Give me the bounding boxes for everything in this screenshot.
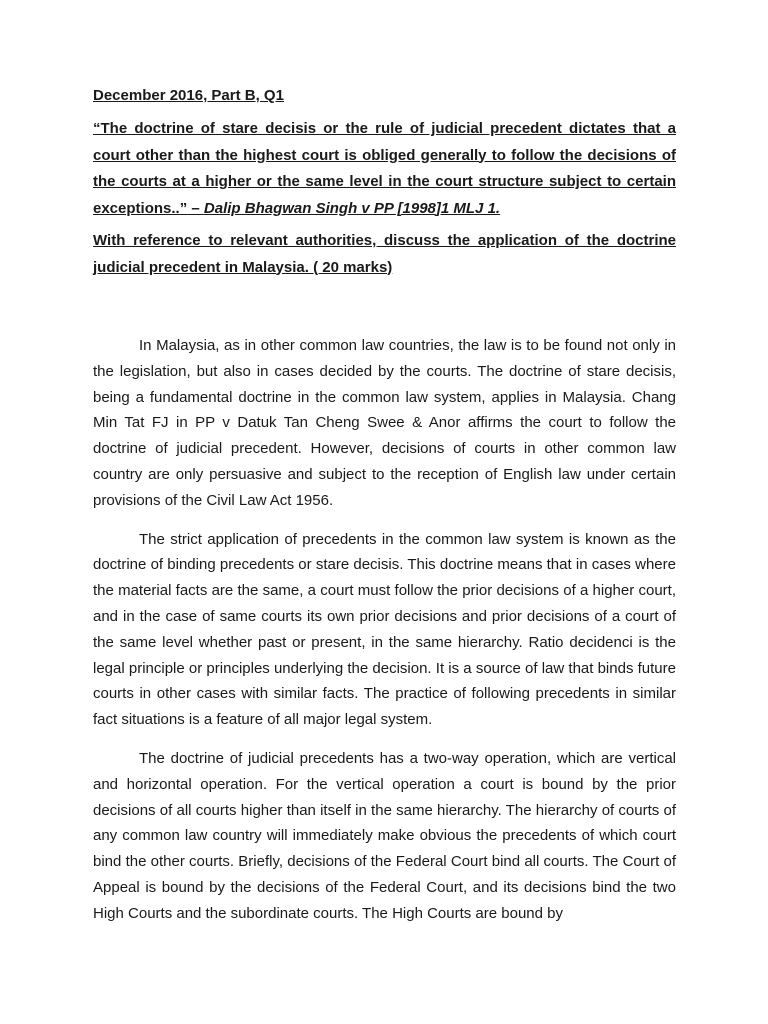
- question-quote: [93, 116, 676, 222]
- body-paragraph: In Malaysia, as in other common law countries, the law is to be found not only in the legislation, but also in cases decided by the courts. The doctrine of stare decisis, being a fundamental doctrine in the common law system, applies in Malaysia. Chang Min Tat FJ in PP v Datuk Tan Cheng Swee & Anor affirms the court to follow the doctrine of judicial precedent. However, decisions of courts in other common law country are only persuasive and subject to the reception of English law under certain provisions of the Civil Law Act 1956.: [93, 337, 676, 509]
- exam-heading: December 2016, Part B, Q1: [93, 87, 284, 104]
- quote-text: “The doctrine of stare decisis or the rule of judicial precedent dictates that a court other than the highest court is obliged generally to follow the decisions of the courts at a higher or the same level in the court structure subject to certain exceptions..”: [93, 120, 676, 217]
- body-paragraph: The strict application of precedents in the common law system is known as the doctrine of binding precedents or stare decisis. This doctrine means that in cases where the material facts are the same, a court must follow the prior decisions of a higher court, and in the case of same courts its own prior decisions and prior decisions of a court of the same level whether past or present, in the same hierarchy. Ratio decidenci is the legal principle or principles underlying the decision. It is a source of law that binds future courts in other cases with similar facts. The practice of following precedents in similar fact situations is a feature of all major legal system.: [93, 530, 676, 729]
- document-page: [93, 86, 676, 940]
- body-paragraph: The doctrine of judicial precedents has a two-way operation, which are vertical and horizontal operation. For the vertical operation a court is bound by the prior decisions of all courts higher than itself in the same hierarchy. The hierarchy of courts of any common law country will immediately make obvious the precedents of which court bind the other courts. Briefly, decisions of the Federal Court bind all courts. The Court of Appeal is bound by the decisions of the Federal Court, and its decisions bind the two High Courts and the subordinate courts. The High Courts are bound by: [93, 749, 676, 922]
- quote-dash: –: [187, 199, 204, 217]
- case-citation: Dalip Bhagwan Singh v PP [1998]1 MLJ 1.: [203, 199, 501, 217]
- question-task: With reference to relevant authorities, discuss the application of the doctrine judicial precedent in Malaysia. ( 20 marks): [93, 232, 676, 276]
